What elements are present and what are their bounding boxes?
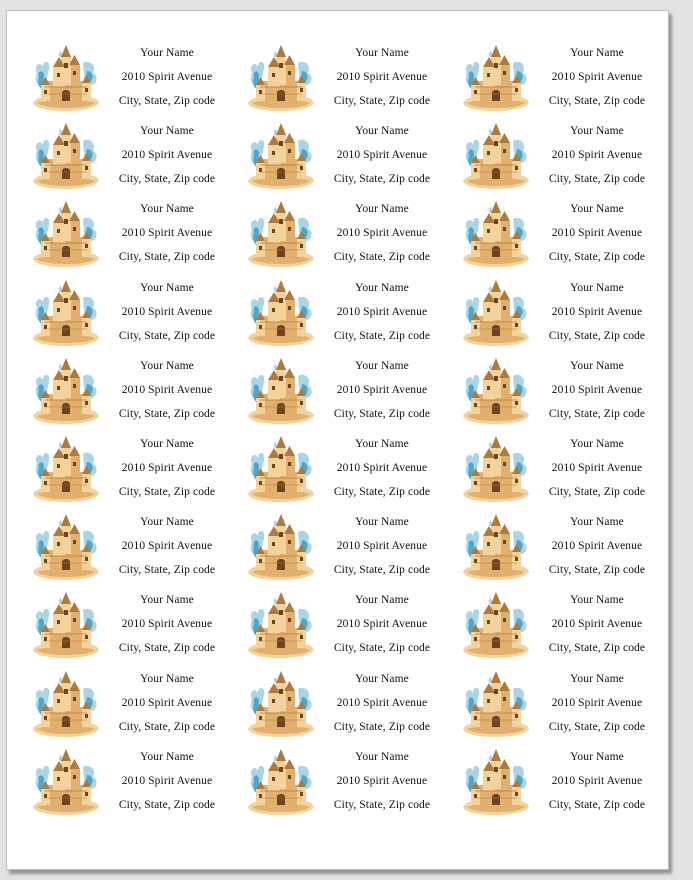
address-label	[17, 274, 229, 352]
address-label	[232, 195, 444, 273]
sandcastle-icon	[31, 278, 101, 350]
address-label	[232, 508, 444, 586]
address-block	[541, 508, 653, 586]
sandcastle-icon	[461, 121, 531, 193]
address-label	[447, 665, 659, 743]
address-block	[111, 665, 223, 743]
address-block	[326, 665, 438, 743]
label-name: Your Name	[355, 125, 409, 138]
label-street: 2010 Spirit Avenue	[551, 696, 643, 709]
address-label	[17, 195, 229, 273]
label-city-state-zip: City, State, Zip code	[548, 642, 646, 655]
sandcastle-icon	[31, 669, 101, 741]
address-label	[447, 117, 659, 195]
label-street: 2010 Spirit Avenue	[121, 305, 213, 318]
label-city-state-zip: City, State, Zip code	[548, 720, 646, 733]
label-city-state-zip: City, State, Zip code	[118, 407, 216, 420]
address-label	[232, 586, 444, 664]
label-name: Your Name	[140, 125, 194, 138]
label-street: 2010 Spirit Avenue	[336, 227, 428, 240]
label-city-state-zip: City, State, Zip code	[118, 720, 216, 733]
label-name: Your Name	[140, 281, 194, 294]
label-street: 2010 Spirit Avenue	[336, 540, 428, 553]
label-city-state-zip: City, State, Zip code	[333, 486, 431, 498]
address-block	[541, 665, 653, 743]
label-city-state-zip: City, State, Zip code	[548, 329, 646, 342]
label-street: 2010 Spirit Avenue	[336, 71, 428, 83]
address-block	[326, 117, 438, 195]
label-city-state-zip: City, State, Zip code	[333, 251, 431, 264]
sandcastle-icon	[246, 278, 316, 350]
sandcastle-icon	[461, 199, 531, 271]
label-name: Your Name	[355, 750, 409, 763]
address-block	[111, 430, 223, 508]
address-block	[111, 586, 223, 664]
address-label	[17, 352, 229, 430]
label-name: Your Name	[140, 47, 194, 59]
address-block	[326, 352, 438, 430]
address-label	[17, 743, 229, 821]
label-street: 2010 Spirit Avenue	[551, 305, 643, 318]
label-name: Your Name	[355, 516, 409, 529]
sandcastle-icon	[246, 590, 316, 662]
address-label	[447, 430, 659, 508]
label-street: 2010 Spirit Avenue	[551, 618, 643, 631]
label-city-state-zip: City, State, Zip code	[548, 173, 646, 186]
label-street: 2010 Spirit Avenue	[121, 149, 213, 162]
label-city-state-zip: City, State, Zip code	[333, 720, 431, 733]
sandcastle-icon	[461, 356, 531, 428]
label-name: Your Name	[140, 672, 194, 685]
label-name: Your Name	[140, 594, 194, 607]
sandcastle-icon	[31, 590, 101, 662]
address-label	[447, 195, 659, 273]
sandcastle-icon	[461, 669, 531, 741]
address-label	[232, 39, 444, 117]
address-label	[447, 586, 659, 664]
sandcastle-icon	[31, 512, 101, 584]
address-label	[232, 352, 444, 430]
label-city-state-zip: City, State, Zip code	[333, 407, 431, 420]
label-street: 2010 Spirit Avenue	[336, 149, 428, 162]
sandcastle-icon	[461, 747, 531, 819]
address-block	[111, 274, 223, 352]
sandcastle-icon	[461, 590, 531, 662]
label-city-state-zip: City, State, Zip code	[118, 329, 216, 342]
address-block	[111, 743, 223, 821]
address-label	[17, 117, 229, 195]
label-city-state-zip: City, State, Zip code	[333, 642, 431, 655]
label-street: 2010 Spirit Avenue	[551, 227, 643, 240]
address-block	[326, 430, 438, 508]
label-city-state-zip: City, State, Zip code	[333, 173, 431, 186]
label-street: 2010 Spirit Avenue	[336, 696, 428, 709]
address-block	[541, 195, 653, 273]
label-city-state-zip: City, State, Zip code	[118, 95, 216, 107]
address-label	[232, 743, 444, 821]
sandcastle-icon	[31, 434, 101, 506]
sandcastle-icon	[246, 747, 316, 819]
label-street: 2010 Spirit Avenue	[336, 462, 428, 474]
sandcastle-icon	[461, 43, 531, 115]
address-block	[111, 39, 223, 117]
address-label	[447, 743, 659, 821]
address-block	[541, 352, 653, 430]
label-name: Your Name	[355, 281, 409, 294]
address-block	[326, 274, 438, 352]
sandcastle-icon	[246, 121, 316, 193]
sandcastle-icon	[31, 121, 101, 193]
address-block	[326, 39, 438, 117]
label-city-state-zip: City, State, Zip code	[118, 251, 216, 264]
address-block	[541, 274, 653, 352]
address-block	[541, 430, 653, 508]
label-name: Your Name	[140, 516, 194, 529]
label-street: 2010 Spirit Avenue	[121, 462, 213, 474]
label-street: 2010 Spirit Avenue	[551, 71, 643, 83]
label-street: 2010 Spirit Avenue	[121, 227, 213, 240]
label-street: 2010 Spirit Avenue	[551, 149, 643, 162]
label-name: Your Name	[570, 438, 624, 450]
label-name: Your Name	[355, 438, 409, 450]
label-street: 2010 Spirit Avenue	[121, 774, 213, 787]
label-street: 2010 Spirit Avenue	[336, 305, 428, 318]
label-name: Your Name	[570, 750, 624, 763]
label-city-state-zip: City, State, Zip code	[118, 486, 216, 498]
address-block	[326, 586, 438, 664]
address-label	[447, 508, 659, 586]
label-name: Your Name	[355, 359, 409, 372]
address-label	[232, 117, 444, 195]
label-street: 2010 Spirit Avenue	[121, 71, 213, 83]
label-name: Your Name	[140, 359, 194, 372]
label-city-state-zip: City, State, Zip code	[333, 798, 431, 811]
label-name: Your Name	[355, 594, 409, 607]
label-city-state-zip: City, State, Zip code	[548, 564, 646, 577]
label-street: 2010 Spirit Avenue	[121, 540, 213, 553]
label-street: 2010 Spirit Avenue	[551, 383, 643, 396]
label-name: Your Name	[355, 203, 409, 216]
address-block	[541, 117, 653, 195]
label-city-state-zip: City, State, Zip code	[548, 798, 646, 811]
label-city-state-zip: City, State, Zip code	[548, 251, 646, 264]
label-name: Your Name	[140, 750, 194, 763]
label-city-state-zip: City, State, Zip code	[333, 564, 431, 577]
label-street: 2010 Spirit Avenue	[551, 540, 643, 553]
address-label	[17, 665, 229, 743]
sandcastle-icon	[31, 356, 101, 428]
address-block	[541, 39, 653, 117]
address-label	[447, 352, 659, 430]
sandcastle-icon	[31, 199, 101, 271]
label-name: Your Name	[570, 281, 624, 294]
address-block	[111, 352, 223, 430]
label-name: Your Name	[140, 438, 194, 450]
address-label	[17, 586, 229, 664]
label-street: 2010 Spirit Avenue	[336, 383, 428, 396]
label-name: Your Name	[570, 47, 624, 59]
sandcastle-icon	[461, 278, 531, 350]
label-city-state-zip: City, State, Zip code	[118, 564, 216, 577]
address-block	[111, 195, 223, 273]
address-label	[17, 39, 229, 117]
address-block	[111, 117, 223, 195]
address-label	[232, 430, 444, 508]
label-city-state-zip: City, State, Zip code	[548, 486, 646, 498]
address-label	[447, 274, 659, 352]
label-city-state-zip: City, State, Zip code	[333, 95, 431, 107]
label-name: Your Name	[570, 672, 624, 685]
label-name: Your Name	[355, 672, 409, 685]
label-name: Your Name	[355, 47, 409, 59]
label-name: Your Name	[570, 359, 624, 372]
address-block	[326, 508, 438, 586]
sandcastle-icon	[461, 434, 531, 506]
label-street: 2010 Spirit Avenue	[121, 618, 213, 631]
address-label	[232, 665, 444, 743]
address-block	[541, 586, 653, 664]
label-sheet-page	[6, 10, 669, 870]
sandcastle-icon	[246, 43, 316, 115]
label-street: 2010 Spirit Avenue	[121, 696, 213, 709]
address-block	[326, 743, 438, 821]
label-name: Your Name	[570, 203, 624, 216]
address-block	[541, 743, 653, 821]
label-name: Your Name	[570, 516, 624, 529]
label-street: 2010 Spirit Avenue	[121, 383, 213, 396]
label-city-state-zip: City, State, Zip code	[118, 173, 216, 186]
sandcastle-icon	[31, 43, 101, 115]
address-label	[447, 39, 659, 117]
label-name: Your Name	[570, 594, 624, 607]
label-city-state-zip: City, State, Zip code	[548, 95, 646, 107]
label-street: 2010 Spirit Avenue	[551, 774, 643, 787]
sandcastle-icon	[246, 669, 316, 741]
sandcastle-icon	[246, 199, 316, 271]
label-city-state-zip: City, State, Zip code	[118, 798, 216, 811]
sandcastle-icon	[246, 356, 316, 428]
sandcastle-icon	[461, 512, 531, 584]
label-city-state-zip: City, State, Zip code	[548, 407, 646, 420]
address-block	[111, 508, 223, 586]
label-name: Your Name	[570, 125, 624, 138]
address-label	[17, 430, 229, 508]
label-street: 2010 Spirit Avenue	[551, 462, 643, 474]
address-label	[232, 274, 444, 352]
sandcastle-icon	[246, 512, 316, 584]
sandcastle-icon	[246, 434, 316, 506]
label-street: 2010 Spirit Avenue	[336, 618, 428, 631]
label-name: Your Name	[140, 203, 194, 216]
label-street: 2010 Spirit Avenue	[336, 774, 428, 787]
address-label	[17, 508, 229, 586]
label-city-state-zip: City, State, Zip code	[118, 642, 216, 655]
address-block	[326, 195, 438, 273]
sandcastle-icon	[31, 747, 101, 819]
label-city-state-zip: City, State, Zip code	[333, 329, 431, 342]
